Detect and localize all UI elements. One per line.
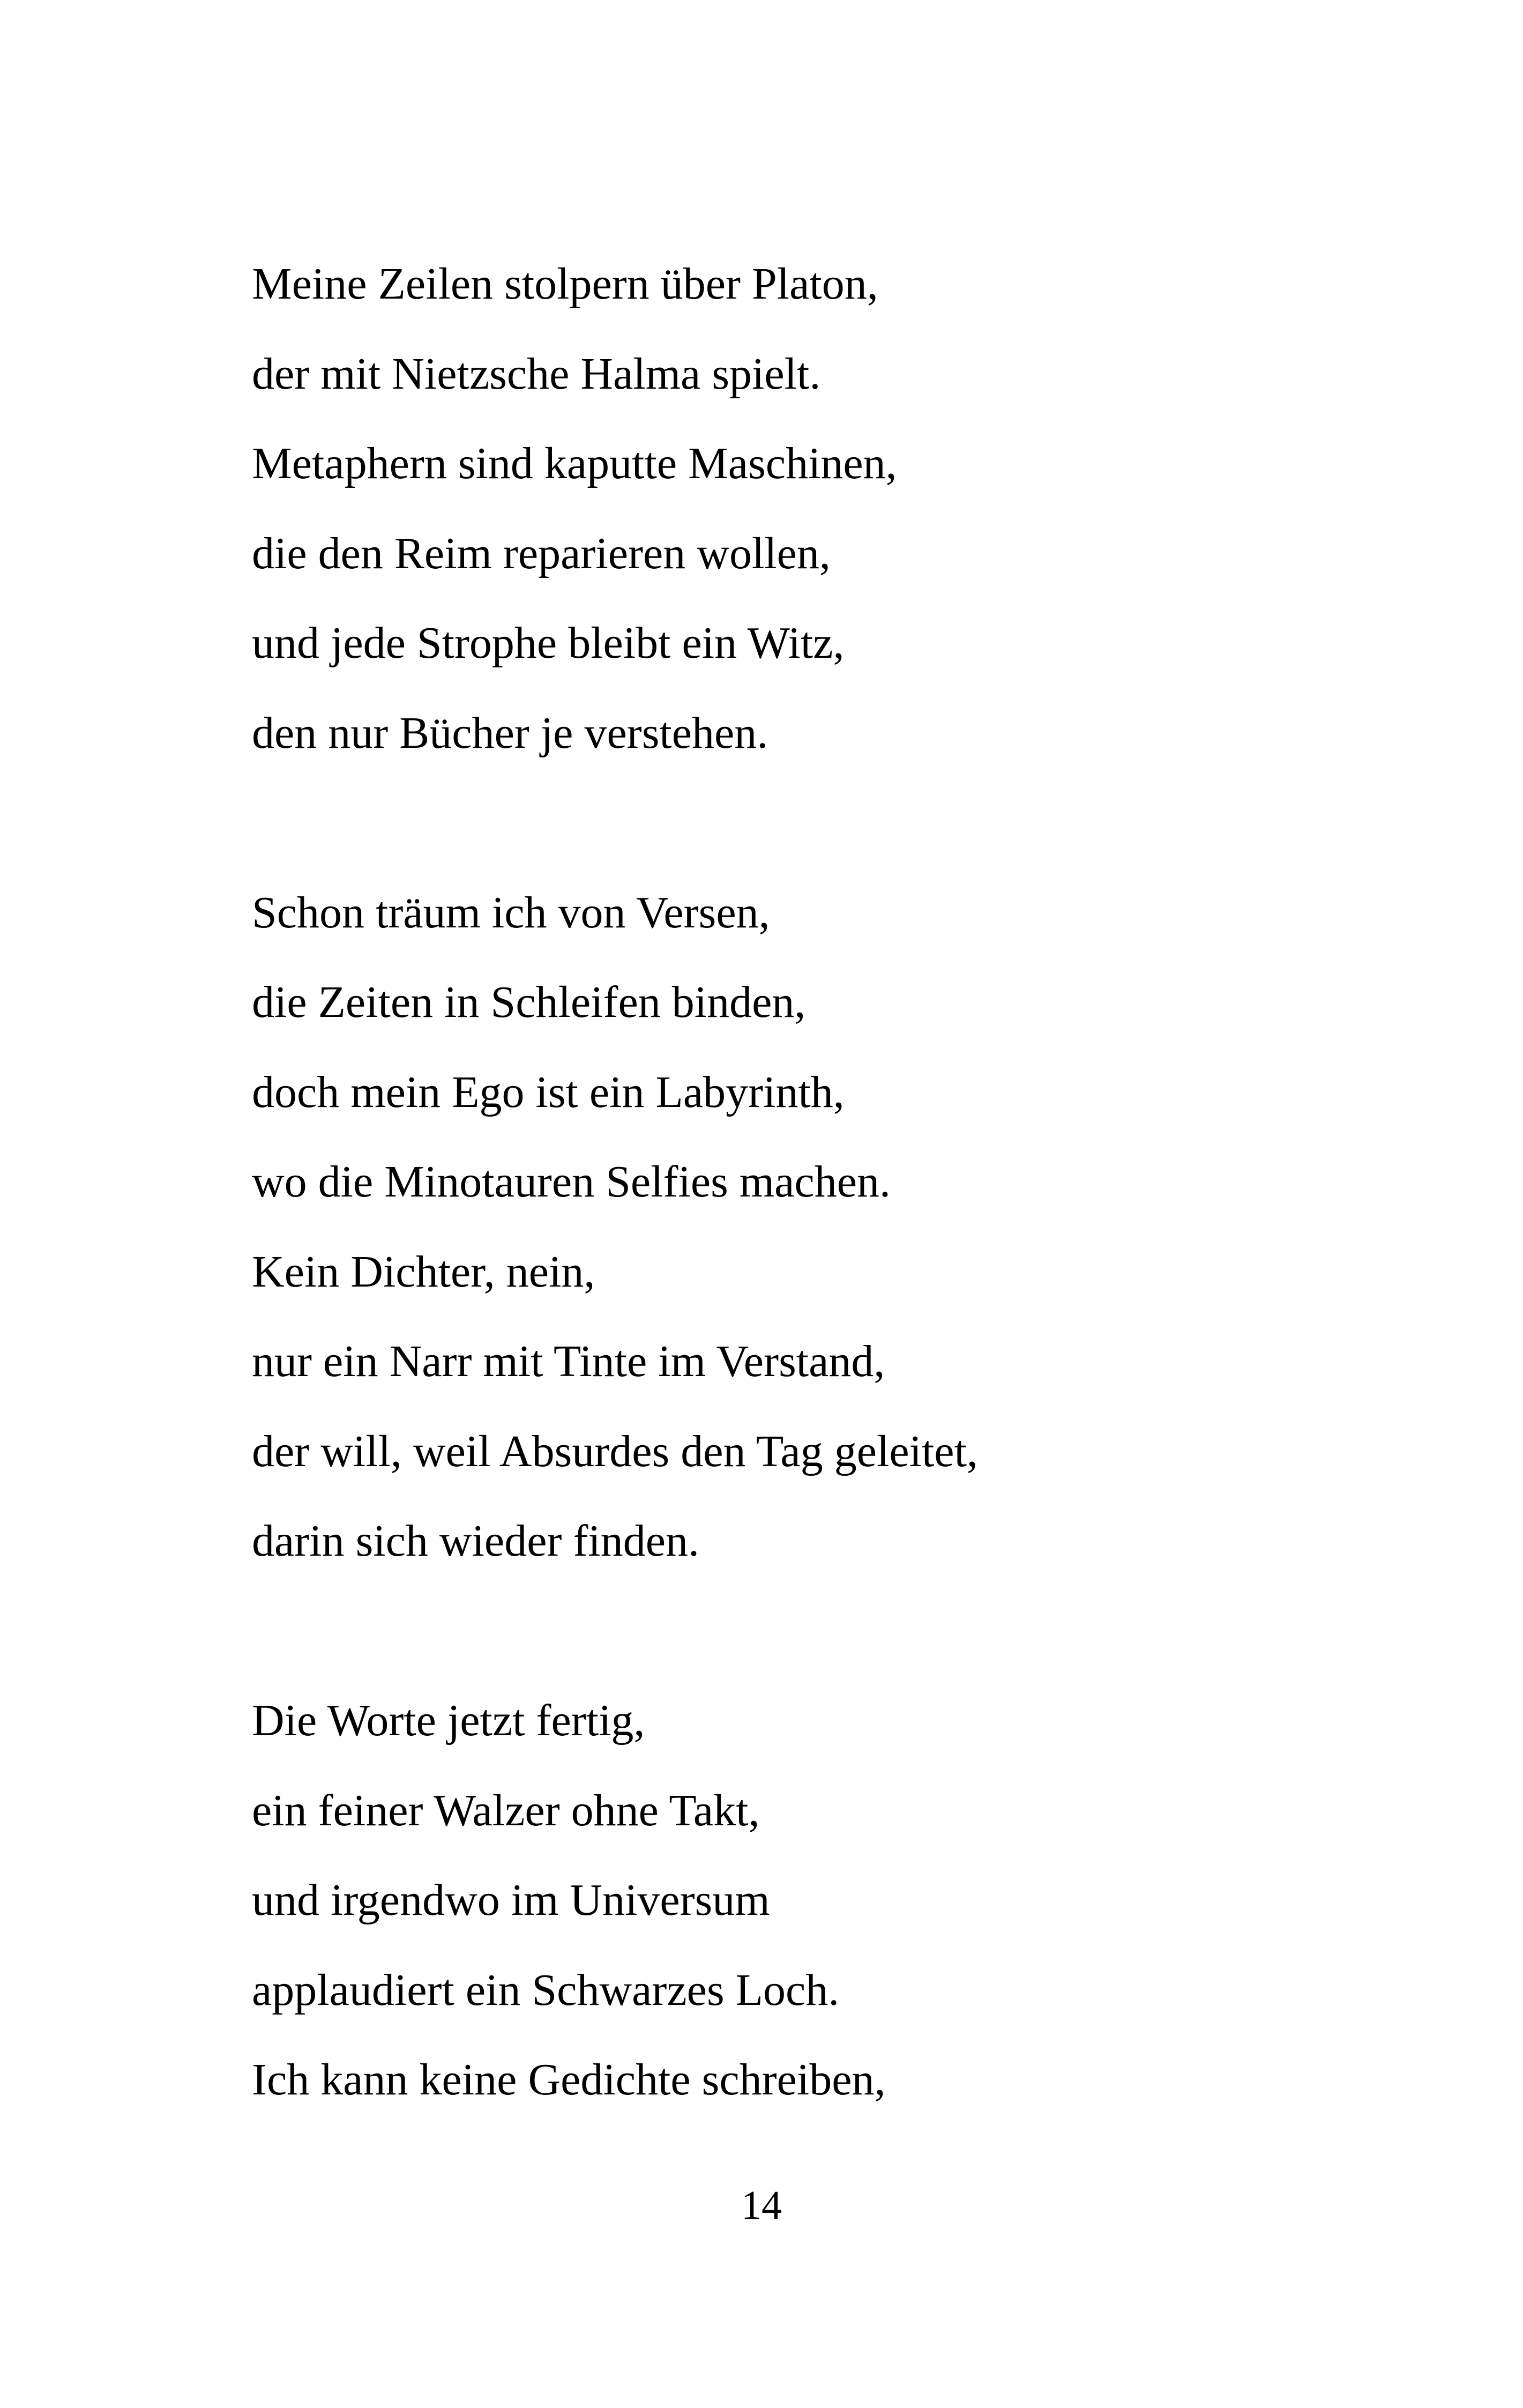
poem-line: Ich kann keine Gedichte schreiben, bbox=[252, 2055, 886, 2105]
poem-line: der will, weil Absurdes den Tag geleitet, bbox=[252, 1426, 978, 1476]
poem-line: Meine Zeilen stolpern über Platon, bbox=[252, 259, 878, 309]
poem-line: Metaphern sind kaputte Maschinen, bbox=[252, 439, 897, 488]
poem-line: Die Worte jetzt fertig, bbox=[252, 1696, 645, 1745]
poem-line: und irgendwo im Universum bbox=[252, 1875, 770, 1925]
poem-line: und jede Strophe bleibt ein Witz, bbox=[252, 618, 845, 668]
poem-line: Schon träum ich von Versen, bbox=[252, 888, 770, 938]
poem-line: applaudiert ein Schwarzes Loch. bbox=[252, 1965, 840, 2015]
poem-line: den nur Bücher je verstehen. bbox=[252, 708, 768, 758]
poem-line: wo die Minotauren Selfies machen. bbox=[252, 1157, 891, 1207]
poem-line: darin sich wieder finden. bbox=[252, 1516, 700, 1566]
poem-line: ein feiner Walzer ohne Takt, bbox=[252, 1786, 760, 1835]
poem-line: nur ein Narr mit Tinte im Verstand, bbox=[252, 1336, 885, 1386]
poem-line: doch mein Ego ist ein Labyrinth, bbox=[252, 1067, 845, 1117]
page-number: 14 bbox=[741, 2183, 782, 2228]
poem-line: die den Reim reparieren wollen, bbox=[252, 529, 831, 578]
poem-line: der mit Nietzsche Halma spielt. bbox=[252, 349, 821, 399]
poem-line: die Zeiten in Schleifen binden, bbox=[252, 977, 806, 1027]
poem-line: Kein Dichter, nein, bbox=[252, 1247, 595, 1297]
